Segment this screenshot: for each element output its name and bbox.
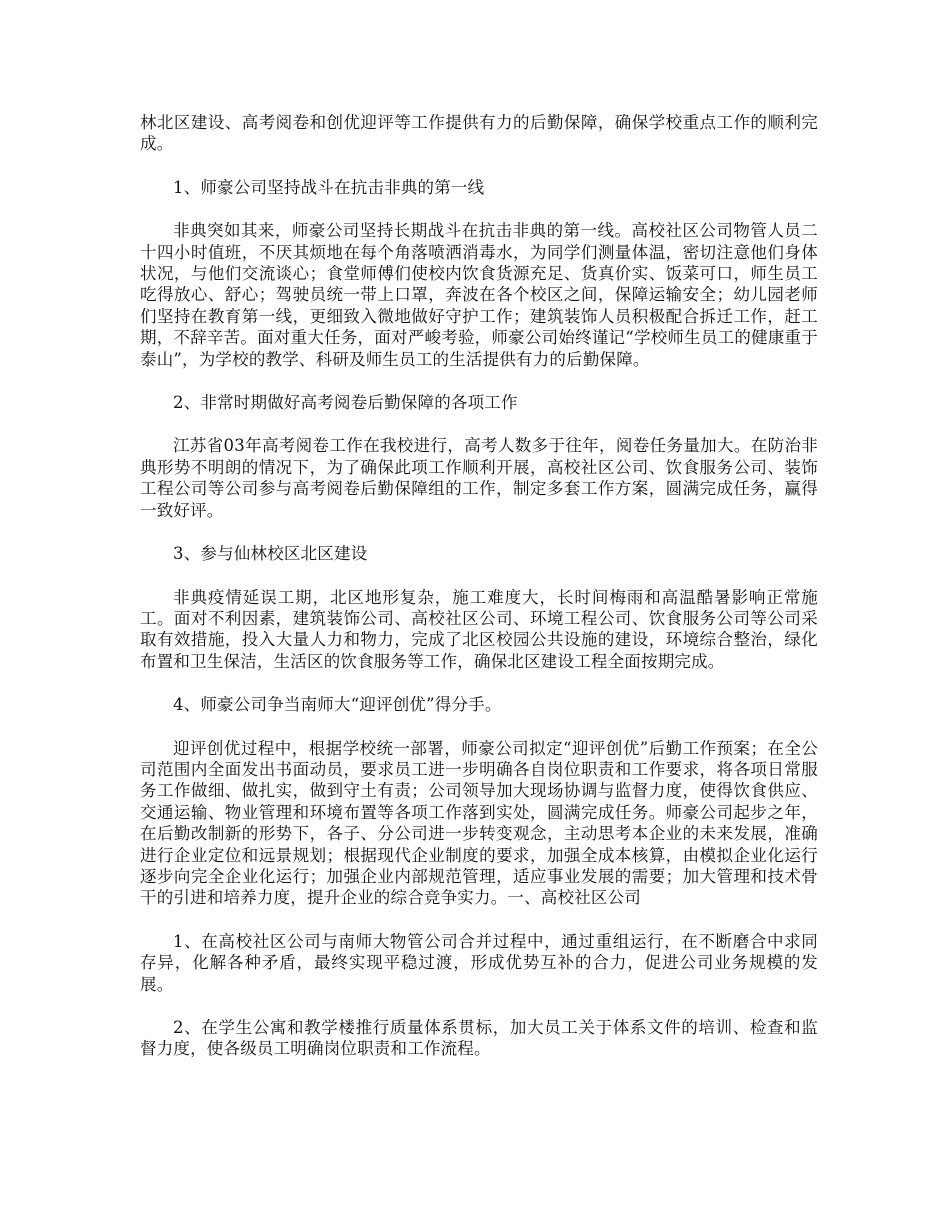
section-heading-2: 2、非常时期做好高考阅卷后勤保障的各项工作: [173, 393, 518, 413]
paragraph-merger: 1、在高校社区公司与南师大物管公司合并过程中，通过重组运行，在不断磨合中求同存异，化解各种矛盾，最终实现平稳过渡，形成优势互补的合力，促进公司业务规模的发展。: [140, 931, 818, 994]
paragraph-quality-system: 2、在学生公寓和教学楼推行质量体系贯标，加大员工关于体系文件的培训、检查和监督力度，使各级员工明确岗位职责和工作流程。: [140, 1018, 818, 1059]
document-body: [140, 112, 818, 1082]
section-heading-3: 3、参与仙林校区北区建设: [173, 544, 368, 564]
paragraph-exam-grading: 江苏省03年高考阅卷工作在我校进行，高考人数多于往年，阅卷任务量加大。在防治非典形势不明朗的情况下，为了确保此项工作顺利开展，高校社区公司、饮食服务公司、装饰工程公司等公司参与高考阅卷后勤保障组的工作，制定多套工作方案，圆满完成任务，赢得一致好评。: [140, 436, 818, 520]
paragraph-north-campus: 非典疫情延误工期，北区地形复杂，施工难度大，长时间梅雨和高温酷暑影响正常施工。面对不利因素，建筑装饰公司、高校社区公司、环境工程公司、饮食服务公司等公司采取有效措施，投入大量人力和物力，完成了北区校园公共设施的建设，环境综合整治，绿化布置和卫生保洁，生活区的饮食服务等工作，确保北区建设工程全面按期完成。: [140, 587, 818, 671]
section-heading-4: 4、师豪公司争当南师大“迎评创优”得分手。: [173, 695, 502, 715]
paragraph-intro: 林北区建设、高考阅卷和创优迎评等工作提供有力的后勤保障，确保学校重点工作的顺利完成。: [140, 113, 818, 154]
section-heading-1: 1、师豪公司坚持战斗在抗击非典的第一线: [173, 177, 485, 197]
paragraph-sars-frontline: 非典突如其来，师豪公司坚持长期战斗在抗击非典的第一线。高校社区公司物管人员二十四小时值班，不厌其烦地在每个角落喷洒消毒水，为同学们测量体温，密切注意他们身体状况，与他们交流谈心；食堂师傅们使校内饮食货源充足、货真价实、饭菜可口，师生员工吃得放心、舒心；驾驶员统一带上口罩，奔波在各个校区之间，保障运输安全；幼儿园老师们坚持在教育第一线，更细致入微地做好守护工作；建筑装饰人员积极配合拆迁工作，赶工期，不辞辛苦。面对重大任务，面对严峻考验，师豪公司始终谨记“学校师生员工的健康重于泰山”，为学校的教学、科研及师生员工的生活提供有力的后勤保障。: [140, 221, 818, 369]
paragraph-evaluation: 迎评创优过程中，根据学校统一部署，师豪公司拟定“迎评创优”后勤工作预案；在全公司范围内全面发出书面动员，要求员工进一步明确各自岗位职责和工作要求，将各项日常服务工作做细、做扎实，做到守土有责；公司领导加大现场协调与监督力度，使得饮食供应、交通运输、物业管理和环境布置等各项工作落到实处，圆满完成任务。师豪公司起步之年，在后勤改制新的形势下，各子、分公司进一步转变观念，主动思考本企业的未来发展，准确进行企业定位和远景规划；根据现代企业制度的要求，加强全成本核算，由模拟企业化运行逐步向完全企业化运行；加强企业内部规范管理，适应事业发展的需要；加大管理和技术骨干的引进和培养力度，提升企业的综合竞争实力。一、高校社区公司: [140, 738, 818, 908]
